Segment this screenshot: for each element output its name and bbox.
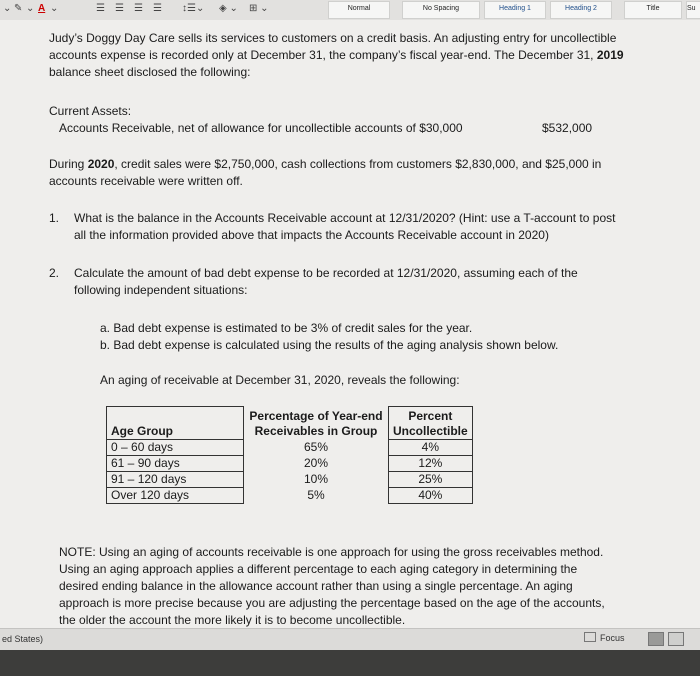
question-1-text: What is the balance in the Accounts Receivable account at 12/31/2020? (Hint: use a T-account to post all the information provided above that impacts the Accounts Receivable account in 2020) <box>74 211 616 242</box>
style-title[interactable]: Title <box>624 1 682 19</box>
chevron-down-icon[interactable]: ⌄ <box>50 3 59 14</box>
focus-button[interactable]: Focus <box>600 633 625 643</box>
cell-age-group: 91 – 120 days <box>107 472 244 488</box>
question-2-text: Calculate the amount of bad debt expense to be recorded at 12/31/2020, assuming each of the following independent situations: <box>74 266 578 297</box>
current-assets-label: Current Assets: <box>49 104 132 118</box>
question-1-number: 1. <box>49 211 60 225</box>
cell-age-group: Over 120 days <box>107 488 244 504</box>
style-heading-1[interactable]: Heading 1 <box>484 1 546 19</box>
style-normal[interactable]: Normal <box>328 1 390 19</box>
highlight-pen-icon[interactable]: ✎ <box>14 3 23 14</box>
question-2-number: 2. <box>49 266 60 280</box>
header-percentage-receivables: Percentage of Year-end Receivables in Group <box>249 408 383 438</box>
align-center-icon[interactable]: ☰ <box>115 3 124 14</box>
font-color-icon[interactable]: A <box>38 3 46 14</box>
during-2020-paragraph: During 2020, credit sales were $2,750,000, cash collections from customers $2,830,000, and $25,000 in accounts receivable were written off. <box>49 157 602 188</box>
desktop-background <box>0 650 700 676</box>
cell-uncollectible: 4% <box>389 440 473 456</box>
chevron-down-icon[interactable]: ⌄ <box>3 3 12 14</box>
cell-age-group: 61 – 90 days <box>107 456 244 472</box>
shading-icon[interactable]: ◈ ⌄ <box>219 3 238 14</box>
cell-uncollectible: 12% <box>389 456 473 472</box>
aging-intro: An aging of receivable at December 31, 2020, reveals the following: <box>100 373 460 387</box>
cell-age-group: 0 – 60 days <box>107 440 244 456</box>
document-page[interactable] <box>0 20 700 638</box>
question-2a: a. Bad debt expense is estimated to be 3% of credit sales for the year. <box>100 321 473 335</box>
status-bar <box>0 628 700 651</box>
web-layout-view-icon[interactable] <box>668 632 684 646</box>
cell-percentage: 5% <box>307 488 325 502</box>
header-percent-uncollectible: Percent Uncollectible <box>389 407 473 440</box>
accounts-receivable-label: Accounts Receivable, net of allowance for uncollectible accounts of $30,000 <box>59 121 463 135</box>
table-row <box>107 456 473 472</box>
note-paragraph: NOTE: Using an aging of accounts receivable is one approach for using the gross receivables method. Using an aging approach applies a different percentage to each aging category in determining the desired ending balance in the allowance account rather than using a single percentage. An aging approach is more precise because you are adjusting the percentage based on the age of the accounts, the older the account the more likely it is to become uncollectible. <box>59 545 605 627</box>
aging-table <box>106 406 473 504</box>
cell-percentage: 65% <box>303 440 329 454</box>
ribbon-toolbar <box>0 0 700 21</box>
focus-icon <box>584 632 596 642</box>
table-row <box>107 488 473 504</box>
accounts-receivable-amount: $532,000 <box>542 121 593 135</box>
language-indicator[interactable]: ed States) <box>2 634 44 644</box>
question-2b: b. Bad debt expense is calculated using the results of the aging analysis shown below. <box>100 338 559 352</box>
cell-uncollectible: 25% <box>389 472 473 488</box>
intro-paragraph: Judy’s Doggy Day Care sells its services to customers on a credit basis. An adjusting entry for uncollectible accounts expense is recorded only at December 31, the company’s fiscal year-end. The December 31, 2019 balance sheet disclosed the following: <box>49 31 624 79</box>
cell-percentage: 20% <box>303 456 329 470</box>
align-right-icon[interactable]: ☰ <box>134 3 143 14</box>
align-left-icon[interactable]: ☰ <box>96 3 105 14</box>
borders-icon[interactable]: ⊞ ⌄ <box>249 3 269 14</box>
style-no-spacing[interactable]: No Spacing <box>402 1 480 19</box>
style-subtitle[interactable]: Su <box>686 1 700 19</box>
print-layout-view-icon[interactable] <box>648 632 664 646</box>
table-row <box>107 472 473 488</box>
cell-percentage: 10% <box>303 472 329 486</box>
chevron-down-icon[interactable]: ⌄ <box>26 3 35 14</box>
cell-uncollectible: 40% <box>389 488 473 504</box>
line-spacing-icon[interactable]: ↕☰⌄ <box>182 3 205 14</box>
table-header-row <box>107 407 473 440</box>
header-age-group: Age Group <box>107 407 244 440</box>
style-heading-2[interactable]: Heading 2 <box>550 1 612 19</box>
justify-icon[interactable]: ☰ <box>153 3 162 14</box>
table-row <box>107 440 473 456</box>
